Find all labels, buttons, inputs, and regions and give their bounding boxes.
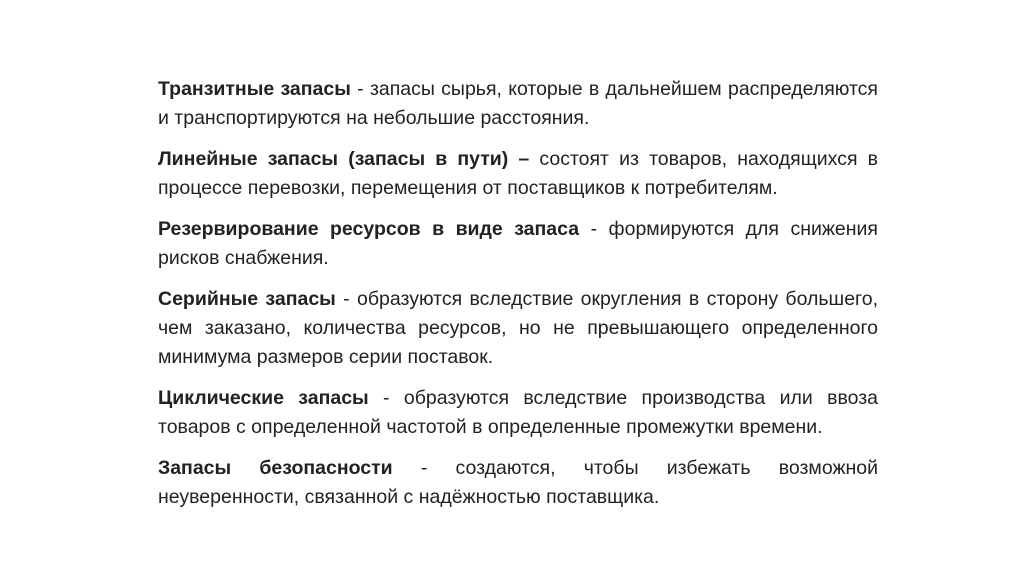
definition-text: - формируются для снижения рисков снабжения.	[158, 218, 878, 269]
slide-content	[158, 75, 878, 524]
term-label: Серийные запасы	[158, 288, 336, 310]
term-label: Циклические запасы	[158, 387, 369, 409]
definition-text: состоят из товаров, находящихся в процессе перевозки, перемещения от поставщиков к потребителям.	[158, 148, 878, 199]
definition-transit-stock	[158, 75, 878, 133]
definition-safety-stock	[158, 454, 878, 512]
definition-text: - запасы сырья, которые в дальнейшем распределяются и транспортируются на небольшие расстояния.	[158, 78, 878, 129]
definition-pipeline-stock	[158, 145, 878, 203]
term-label: Линейные запасы (запасы в пути) –	[158, 148, 530, 170]
term-label: Запасы безопасности	[158, 457, 393, 479]
definition-cyclic-stock	[158, 384, 878, 442]
term-label: Резервирование ресурсов в виде запаса	[158, 218, 580, 240]
definition-text: - образуются вследствие округления в сторону большего, чем заказано, количества ресурсов, но не превышающего определенного минимума размеров серии поставок.	[158, 288, 878, 368]
definition-text: - образуются вследствие производства или ввоза товаров с определенной частотой в определенные промежутки времени.	[158, 387, 878, 438]
definition-text: - создаются, чтобы избежать возможной неуверенности, связанной с надёжностью поставщика.	[158, 457, 878, 508]
definition-batch-stock	[158, 285, 878, 372]
term-label: Транзитные запасы	[158, 78, 351, 100]
definition-reserve-stock	[158, 215, 878, 273]
